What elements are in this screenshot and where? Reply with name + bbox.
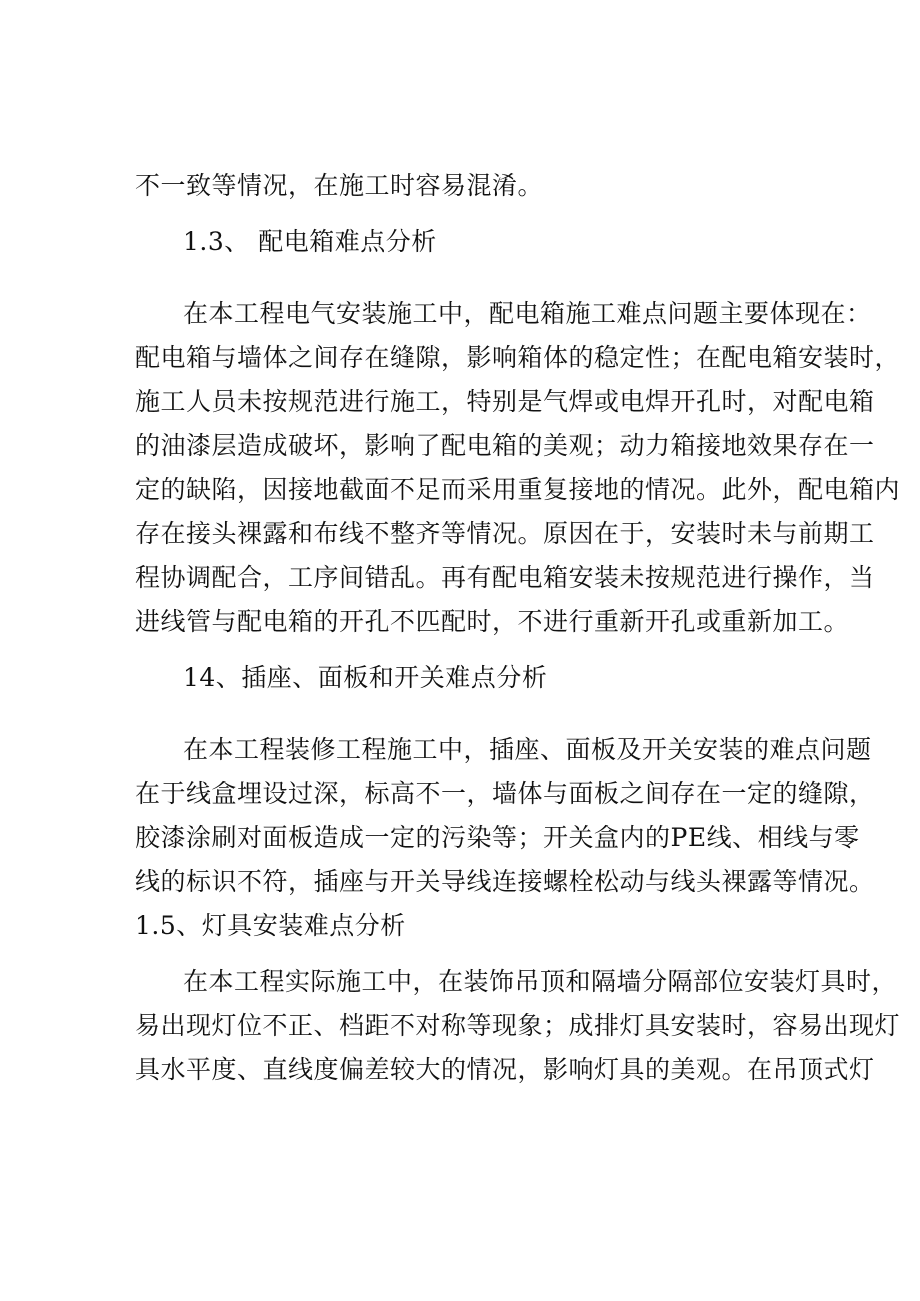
paragraph-line: 在本工程实际施工中，在装饰吊顶和隔墙分隔部位安装灯具时， [183,967,898,996]
paragraph-line: 在于线盒埋设过深，标高不一，墙体与面板之间存在一定的缝隙， [135,779,875,808]
paragraph-line: 进线管与配电箱的开孔不匹配时，不进行重新开孔或重新加工。 [135,607,850,636]
section-heading-1-3: 1.3、 配电箱难点分析 [183,227,437,256]
paragraph-line: 施工人员未按规范进行施工，特别是气焊或电焊开孔时，对配电箱 [135,387,875,416]
paragraph-line: 配电箱与墙体之间存在缝隙，影响箱体的稳定性；在配电箱安装时， [135,343,901,372]
paragraph-line: 程协调配合，工序间错乱。再有配电箱安装未按规范进行操作，当 [135,563,875,592]
paragraph-line: 的油漆层造成破坏，影响了配电箱的美观；动力箱接地效果存在一 [135,431,875,460]
paragraph-line: 在本工程装修工程施工中，插座、面板及开关安装的难点问题 [183,735,872,764]
paragraph-line: 不一致等情况，在施工时容易混淆。 [135,171,544,200]
paragraph-line: 在本工程电气安装施工中，配电箱施工难点问题主要体现在： [183,299,872,328]
paragraph-line: 易出现灯位不正、档距不对称等现象；成排灯具安装时，容易出现灯 [135,1011,901,1040]
paragraph-line: 线的标识不符，插座与开关导线连接螺栓松动与线头裸露等情况。 [135,867,875,896]
section-heading-1-4: 14、插座、面板和开关难点分析 [183,663,548,692]
paragraph-line: 具水平度、直线度偏差较大的情况，影响灯具的美观。在吊顶式灯 [135,1055,875,1084]
paragraph-line: 胶漆涂刷对面板造成一定的污染等；开关盒内的PE线、相线与零 [135,823,860,852]
section-heading-1-5: 1.5、灯具安装难点分析 [135,911,406,940]
paragraph-line: 定的缺陷，因接地截面不足而采用重复接地的情况。此外，配电箱内 [135,475,901,504]
paragraph-line: 存在接头裸露和布线不整齐等情况。原因在于，安装时未与前期工 [135,519,875,548]
